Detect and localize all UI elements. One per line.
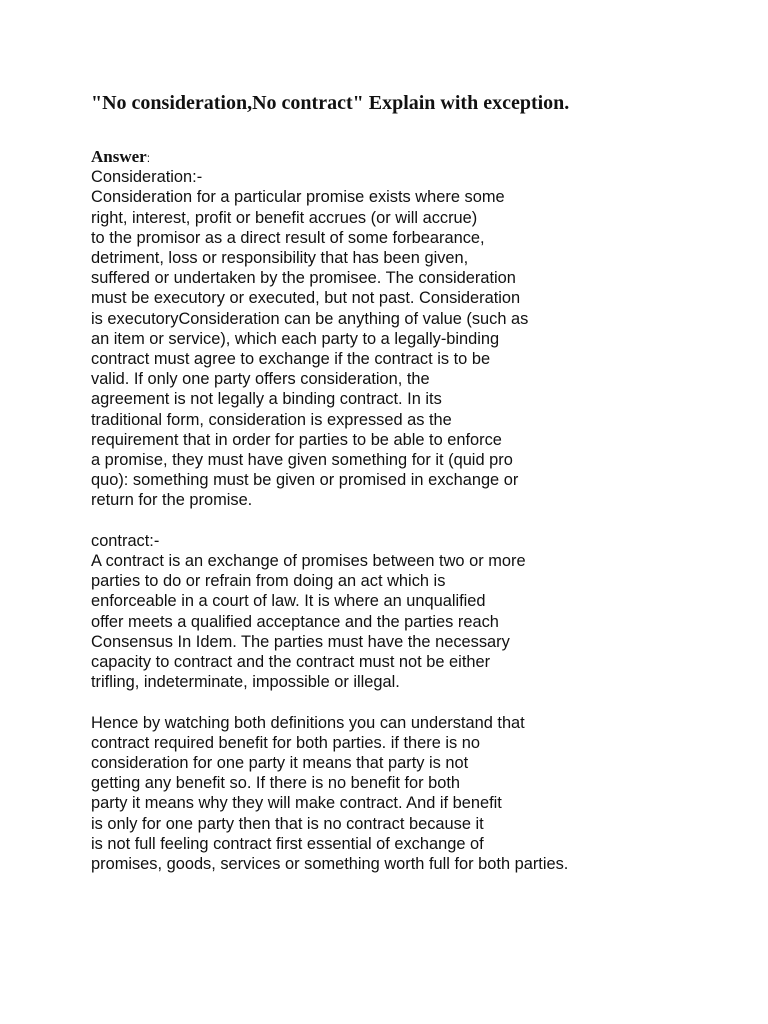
answer-heading	[91, 147, 751, 167]
paragraph-gap	[91, 692, 751, 712]
answer-sections	[91, 167, 751, 874]
text-line: getting any benefit so. If there is no benefit for both	[91, 774, 461, 793]
text-line: valid. If only one party offers consideration, the	[91, 370, 430, 389]
text-line: Consensus In Idem. The parties must have the necessary	[91, 632, 510, 651]
paragraph-gap	[91, 511, 751, 531]
text-line: A contract is an exchange of promises between two or more	[91, 552, 526, 571]
text-line: agreement is not legally a binding contract. In its	[91, 390, 442, 409]
text-line: requirement that in order for parties to be able to enforce	[91, 430, 502, 449]
text-line: return for the promise.	[91, 491, 253, 510]
text-line: consideration for one party it means that party is not	[91, 754, 469, 773]
text-line: is executoryConsideration can be anything of value (such as	[91, 309, 529, 328]
text-line: suffered or undertaken by the promisee. The consideration	[91, 269, 516, 288]
text-line: contract required benefit for both parties. if there is no	[91, 733, 481, 752]
text-line: promises, goods, services or something worth full for both parties.	[91, 855, 569, 874]
text-line: to the promisor as a direct result of some forbearance,	[91, 228, 485, 247]
text-line: trifling, indeterminate, impossible or illegal.	[91, 673, 400, 692]
text-line: capacity to contract and the contract must not be either	[91, 653, 491, 672]
text-line: is only for one party then that is no contract because it	[91, 814, 484, 833]
text-line: contract:-	[91, 531, 160, 550]
text-line: traditional form, consideration is expressed as the	[91, 410, 452, 429]
text-line: must be executory or executed, but not past. Consideration	[91, 289, 521, 308]
answer-label: Answer	[91, 147, 147, 166]
text-line: parties to do or refrain from doing an act which is	[91, 572, 446, 591]
text-line: right, interest, profit or benefit accrues (or will accrue)	[91, 208, 478, 227]
text-line: an item or service), which each party to a legally-binding	[91, 329, 500, 348]
paragraph-1	[91, 167, 751, 510]
text-line: quo): something must be given or promised in exchange or	[91, 471, 519, 490]
text-line: Consideration for a particular promise exists where some	[91, 188, 505, 207]
text-line: contract must agree to exchange if the contract is to be	[91, 350, 491, 369]
answer-colon: :	[146, 151, 151, 165]
text-line: Hence by watching both definitions you can understand that	[91, 713, 525, 732]
text-line: Consideration:-	[91, 168, 203, 187]
page-title: "No consideration,No contract" Explain with exception.	[91, 92, 570, 114]
answer-body	[91, 147, 751, 874]
text-line: detriment, loss or responsibility that has been given,	[91, 249, 469, 267]
text-line: a promise, they must have given something for it (quid pro	[91, 451, 513, 470]
paragraph-2	[91, 531, 751, 693]
text-line: offer meets a qualified acceptance and the parties reach	[91, 612, 499, 631]
text-line: enforceable in a court of law. It is where an unqualified	[91, 592, 486, 611]
paragraph-3	[91, 713, 751, 875]
text-line: is not full feeling contract first essential of exchange of	[91, 834, 484, 853]
text-line: party it means why they will make contract. And if benefit	[91, 794, 502, 813]
